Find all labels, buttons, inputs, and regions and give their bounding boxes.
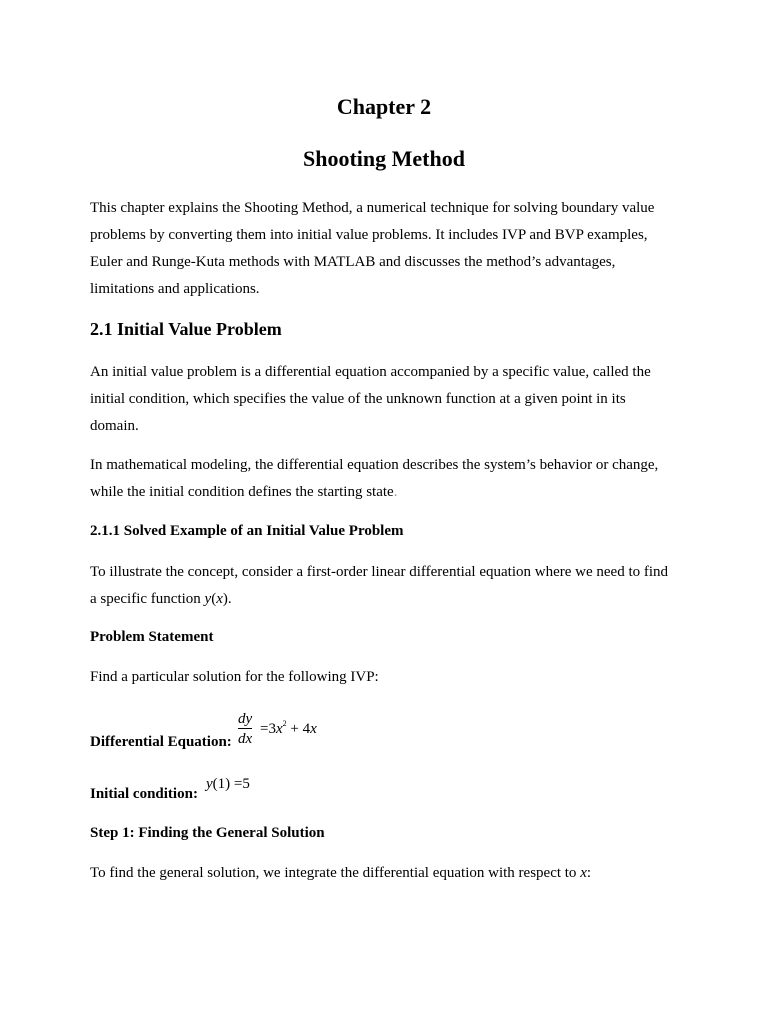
differential-equation-label: Differential Equation: [90, 734, 232, 750]
s211-line-1: To illustrate the concept, consider a first-order linear differential equation where we need to find [90, 564, 669, 580]
section-2-1-heading: 2.1 Initial Value Problem [90, 319, 282, 339]
init-arg: (1) [212, 776, 231, 792]
fraction-denominator: dx [238, 731, 253, 747]
s21-p1-line-3: domain. [90, 418, 139, 434]
init-y: y [206, 776, 213, 792]
problem-statement-heading: Problem Statement [90, 629, 214, 645]
step-1-suffix: : [586, 865, 592, 881]
func-y: y [204, 591, 212, 607]
intro-line-2: problems by converting them into initial value problems. It includes IVP and BVP examples, [90, 227, 648, 243]
chapter-title: Shooting Method [303, 146, 465, 171]
intro-line-3: Euler and Runge-Kuta methods with MATLAB and discusses the method’s advantages, [90, 254, 616, 270]
s21-p2-line-2 [90, 479, 680, 506]
intro-line-1: This chapter explains the Shooting Method, a numerical technique for solving boundary value [90, 200, 655, 216]
fraction-numerator: dy [238, 711, 253, 727]
init-rhs: =5 [230, 776, 250, 792]
func-open: ( [211, 591, 217, 607]
chapter-number-title: Chapter 2 [336, 94, 432, 119]
func-close: ). [222, 591, 232, 607]
rhs-x2: x [310, 721, 317, 737]
s211-line-2 [90, 586, 680, 613]
step-1-text-prefix: To find the general solution, we integrate the differential equation with respect to [90, 865, 581, 881]
step-1-text [90, 860, 680, 887]
s21-p2-period: . [393, 484, 398, 500]
rhs-plus-coef: + 4 [286, 721, 311, 737]
rhs-x: x [275, 721, 283, 737]
s21-p1-line-2: initial condition, which specifies the value of the unknown function at a given point in its [90, 391, 626, 407]
section-2-1-paragraph-2 [90, 452, 680, 506]
rhs-exponent: 2 [282, 719, 287, 728]
fraction-bar [238, 728, 252, 729]
intro-line-4: limitations and applications. [90, 281, 260, 297]
rhs-equals-coef: =3 [260, 721, 276, 737]
section-2-1-1-heading: 2.1.1 Solved Example of an Initial Value Problem [90, 523, 404, 539]
step-1-var: x [580, 865, 587, 881]
section-2-1-1-paragraph [90, 559, 680, 613]
s211-line-2-prefix: a specific function [90, 591, 205, 607]
s21-p2-line-1: In mathematical modeling, the differential equation describes the system’s behavior or change, [90, 457, 659, 473]
problem-statement-text: Find a particular solution for the following IVP: [90, 669, 379, 685]
differential-equation-rhs [260, 719, 317, 738]
s21-p1-line-1: An initial value problem is a differential equation accompanied by a specific value, called the [90, 364, 651, 380]
initial-condition-label: Initial condition: [90, 786, 198, 802]
func-x: x [216, 591, 223, 607]
intro-paragraph [90, 195, 680, 303]
dy-dx-fraction [238, 710, 252, 748]
s21-p2-line-2-text: while the initial condition defines the starting state [90, 484, 394, 500]
step-1-heading: Step 1: Finding the General Solution [90, 825, 325, 841]
initial-condition-equation [206, 776, 250, 793]
section-2-1-paragraph-1 [90, 359, 680, 440]
